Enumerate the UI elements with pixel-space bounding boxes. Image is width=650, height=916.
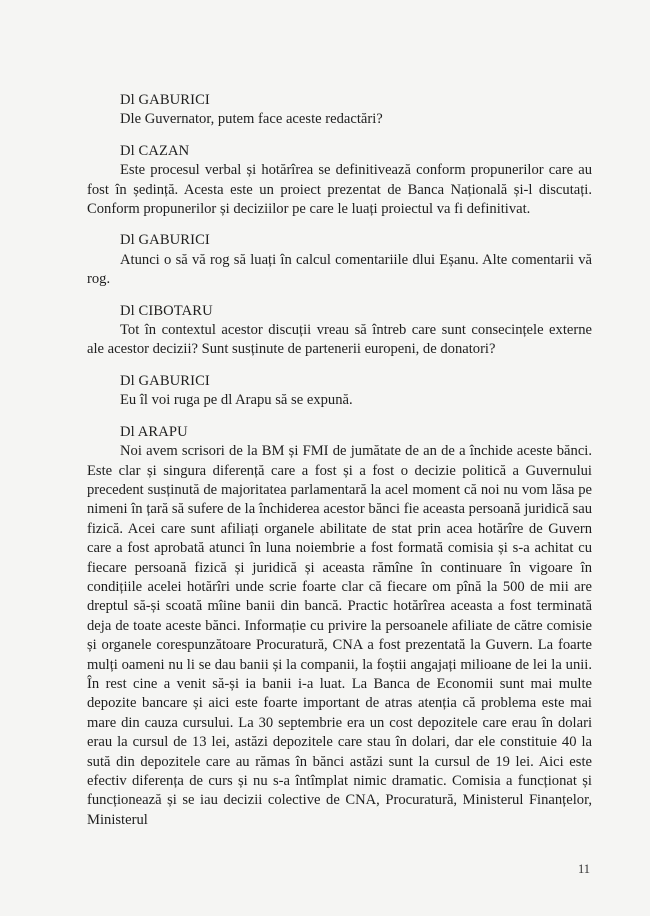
- speaker-name: Dl GABURICI: [120, 372, 210, 389]
- speech-text: Atunci o să vă rog să luați în calcul comentariile dlui Eșanu. Alte comentarii vă rog.: [87, 251, 592, 288]
- speech-text: Noi avem scrisori de la BM și FMI de jumătate de an de a închide aceste bănci. Este clar și singura diferență care a fost și a fost o decizie politică a Guvernului precedent susținută de majoritatea parlamentară la acel moment că noi nu vom lăsa pe nimeni în țară să sufere de la închiderea acestor bănci fie aceasta persoană juridică sau fizică. Acei care sunt afiliați organele abilitate de stat prin acea hotărîre de Guvern care a fost aprobată atunci în luna noiembrie a fost formată comisia și s-a achitat cu fiecare persoană fizică și juridică și aceasta rămîne în continuare în vigoare în condițiile acelei hotărîri unde scrie foarte clar că fiecare om pînă la 500 de mii are dreptul să-și scoată mîine banii din bancă. Practic hotărîrea aceasta a fost terminată deja de toate aceste bănci. Informație cu privire la persoanele afiliate de către comisie și organele corespunzătoare Procuratură, CNA a fost prezentată la Guvern. La foarte mulți oameni nu li se dau banii și la companii, la foștii angajați milioane de lei la unii. În rest cine a venit să-și ia banii i-a luat. La Banca de Economii sunt mai multe depozite bancare și aici este foarte important de atras atenția că problema este mai mare din cauza cursului. La 30 septembrie era un cost depozitele care erau în dolari erau la cursul de 13 lei, astăzi depozitele care stau în dolari, dar ele constituie 40 la sută din depozitele care au rămas în bănci astăzi sunt la cursul de 19 lei. Aici este efectiv diferența de curs și nu s-a întîmplat nimic dramatic. Comisia a funcționat și funcționează și se iau decizii colective de CNA, Procuratură, Ministerul Finanțelor, Ministerul: [87, 443, 592, 828]
- speaker-name: Dl GABURICI: [120, 232, 210, 249]
- speaker-name: Dl GABURICI: [120, 92, 210, 108]
- speech-block: [87, 142, 592, 220]
- speaker-name: Dl CAZAN: [120, 142, 190, 159]
- speech-text: Tot în contextul acestor discuții vreau să întreb care sunt consecințele externe ale acestor decizii? Sunt susținute de partenerii europeni, de donatori?: [87, 322, 592, 358]
- transcript-body: [87, 91, 592, 842]
- speech-block: [87, 91, 592, 130]
- speech-text: Eu îl voi ruga pe dl Arapu să se expună.: [120, 392, 353, 409]
- speaker-name: Dl CIBOTARU: [120, 302, 213, 319]
- speech-block: [87, 302, 592, 360]
- speech-text: Este procesul verbal și hotărîrea se definitivează conform propunerilor care au fost în ședință. Acesta este un proiect prezentat de Banca Națională și-l discutați. Conform propunerilor și deciziilor pe care le luați proiectul va fi definitivat.: [87, 162, 592, 218]
- speech-text: Dle Guvernator, putem face aceste redactări?: [120, 111, 383, 128]
- speech-block: [87, 423, 592, 831]
- speech-block: [87, 372, 592, 411]
- speaker-name: Dl ARAPU: [120, 423, 188, 440]
- speech-block: [87, 231, 592, 289]
- page-number: 11: [577, 862, 590, 876]
